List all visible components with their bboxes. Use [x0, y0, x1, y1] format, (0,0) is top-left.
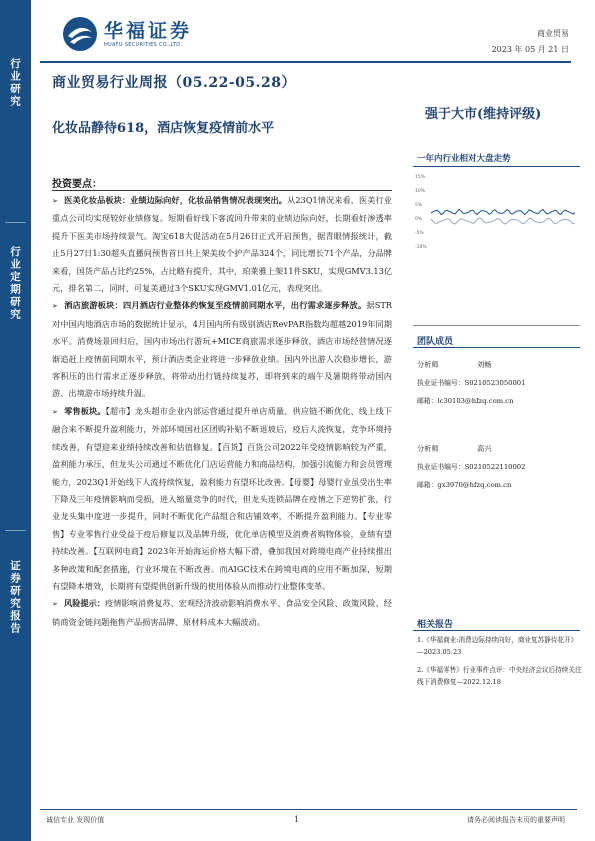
- cert-number: S0210523050001: [464, 379, 526, 387]
- sidebar: [0, 0, 31, 841]
- analyst-card: [417, 440, 582, 494]
- sidebar-label-industry-research: 行业研究: [9, 58, 21, 108]
- paragraph-lead: 医美化妆品板块：业绩边际向好，化妆品销售情况表现突出。: [64, 195, 288, 205]
- related-heading-rule: [413, 630, 580, 631]
- chart-y-tick-label: 15%: [415, 175, 426, 180]
- chart-bottom-rule: [413, 325, 580, 326]
- analyst-role: 分析师: [417, 360, 439, 369]
- analyst-name: 刘畅: [477, 360, 492, 369]
- chart-y-tick-label: 10%: [415, 189, 426, 194]
- team-heading-rule: [413, 347, 580, 348]
- paragraph-lead: 零售板块。: [64, 405, 106, 416]
- sidebar-divider: [5, 222, 26, 223]
- cert-label: 执业证书编号：: [417, 379, 465, 387]
- logo-name-cn: 华福证券: [104, 20, 193, 42]
- related-report-link[interactable]: 2.《华福零售》行业事件点评：中央经济会议后持续关注线下消费修复—2022.12.18: [417, 666, 582, 686]
- footer-divider: [40, 809, 577, 810]
- paragraph-text: 疫情影响消费复苏、宏观经济波动影响消费水平、食品安全风险、政策风险、经销商资金链问题拖售产品损害品牌、原材料成本大幅波动。: [52, 598, 392, 627]
- email-label: 邮箱：: [417, 397, 438, 405]
- sidebar-label-securities-report: 证券研究报告: [9, 559, 21, 635]
- cert-label: 执业证书编号：: [417, 463, 465, 471]
- cert-number: S0210522110002: [464, 463, 526, 471]
- report-date: 2023 年 05 月 21 日: [491, 45, 569, 54]
- chart-series-industry: [431, 209, 575, 214]
- logo-name-en: HUAFU SECURITIES CO.,LTD.: [104, 42, 183, 48]
- chart-y-ticks: [415, 174, 427, 250]
- bullet-icon: ➢: [52, 197, 58, 205]
- analyst-card: [417, 356, 582, 410]
- paragraph-retail: [52, 403, 392, 595]
- chart-title: 一年内行业相对大盘走势: [417, 154, 511, 164]
- paragraph-cosmetics: [52, 192, 392, 297]
- report-subtitle: 化妆品静待618，酒店恢复疫情前水平: [52, 121, 275, 136]
- analyst-role: 分析师: [417, 444, 439, 453]
- company-logo: [62, 14, 192, 54]
- team-heading: 团队成员: [417, 337, 454, 347]
- bullet-icon: ➢: [52, 302, 58, 311]
- paragraph-text: 【超市】龙头超市企业内部运营通过提升单店质量、供应链不断优化、线上线下融合来不断提升盈利能力，外部环境国社区团购补贴不断退坡后，疫后人流恢复，竞争环境持续改善，有望迎来业绩持续改善和估值修复。【百货】百货公司2022年受疫情影响较为严重，盈利能力承压，但龙头公司通过不断优化门店运营能力和商品结构，加强引流能力和会员管理能力，2023Q1开始线下人流持续恢复，盈利能力有望环比改善。【母婴】母婴行业虽受出生率下降及三年疫情影响而受损，进入缩量竞争的时代，但龙头连锁品牌在疫情之下逆势扩张，行业龙头集中度进一步提升，同时不断优化产品组合和店铺效率，不断提升盈利能力。【专业零售】专业零售行业受益于疫后修复以及品牌升级，优化单店模型及消费者购物体验，业绩有望持续改善。【互联网电商】2023年开始海运价格大幅下滑，叠加我国对跨境电商产业持续推出多种政策和配套措施，行业环境在不断改善。而AIGC技术在跨境电商的应用不断加深，短期有望降本增效，长期将有望提供创新升级的使用体验从而推动行业整体变革。: [52, 405, 392, 591]
- analyst-email[interactable]: lc30103@hfzq.com.cn: [437, 397, 514, 405]
- key-points-heading: 投资要点：: [52, 179, 102, 190]
- chart-title-rule: [413, 166, 580, 167]
- chart-y-tick-label: 5%: [415, 203, 423, 208]
- chart-y-tick-label: -10%: [415, 245, 427, 250]
- sidebar-divider: [5, 530, 26, 531]
- report-title: 商业贸易行业周报（05.22-05.28）: [52, 75, 296, 91]
- related-reports-list: [417, 634, 582, 694]
- chart-y-tick-label: -5%: [415, 231, 424, 236]
- paragraph-text: 从23Q1情况来看，医美行业重点公司均实现较好业绩修复。短期看好线下客流回升带来的业绩边际向好，长期看好渗透率提升下医美市场持续景气。淘宝618大促活动在5月26日正式开启预售，据青眼情报统计，截止5月27日1:30超头直播间预售首日共上架美妆个护产品324个，同比增长71个产品，分品牌来看，国货产品占比约25%，占比略有提升，其中，珀莱雅上架11件SKU，实现GMV3.13亿元，排名第二，同时，可复美通过3个SKU实现GMV1.01亿元，表现突出。: [52, 195, 392, 294]
- company-logo-icon: [62, 16, 98, 52]
- paragraph-lead: 酒店旅游板块：四月酒店行业整体约恢复至疫情前同期水平，出行需求逐步释放。: [64, 300, 367, 311]
- industry-rating: 强于大市(维持评级): [425, 107, 542, 122]
- related-report-link[interactable]: 1.《华福商业:消费边际持续向好，商业复苏静待花开》—2023.05.23: [417, 636, 578, 656]
- sidebar-label-periodic-research: 行业定期研究: [9, 245, 21, 321]
- bullet-icon: ➢: [52, 600, 58, 609]
- page-number: 1: [294, 815, 300, 824]
- header-divider: [40, 61, 571, 63]
- key-points-underline: [52, 190, 392, 191]
- related-reports-heading: 相关报告: [417, 620, 454, 630]
- footer-slogan: 诚信专业 发现价值: [46, 816, 105, 824]
- paragraph-text: 据STR对中国内地酒店市场的数据统计显示，4月国内所有级别酒店RevPAR指数均超越2019年同期水平。消费场景回归后，国内市场出行游玩+MICE商旅需求逐步释放，酒店市场经营情况逐渐追赶上疫情前同期水平，预计酒店类企业将进一步释放业绩。国内外出游人次稳步增长，游客积压的出行需求正逐步释放，将带动出行链持续复苏，即将到来的端午及暑期将带动国内游、出境游市场持续升温。: [52, 300, 392, 399]
- email-label: 邮箱：: [417, 481, 438, 489]
- chart-series-index: [431, 218, 575, 224]
- chart-y-tick-label: 0%: [415, 217, 423, 222]
- footer-disclaimer: 请务必阅读报告末页的重要声明: [467, 816, 565, 824]
- paragraph-lead: 风险提示：: [64, 598, 106, 609]
- report-category: 商业贸易: [537, 29, 569, 38]
- analyst-name: 高兴: [477, 444, 492, 453]
- key-points-body: [52, 192, 392, 631]
- paragraph-hotel-travel: [52, 297, 392, 402]
- analyst-email[interactable]: gx3970@hfzq.com.cn: [437, 481, 512, 489]
- paragraph-risk: [52, 595, 392, 631]
- relative-performance-chart: [413, 168, 580, 264]
- bullet-icon: ➢: [52, 407, 58, 416]
